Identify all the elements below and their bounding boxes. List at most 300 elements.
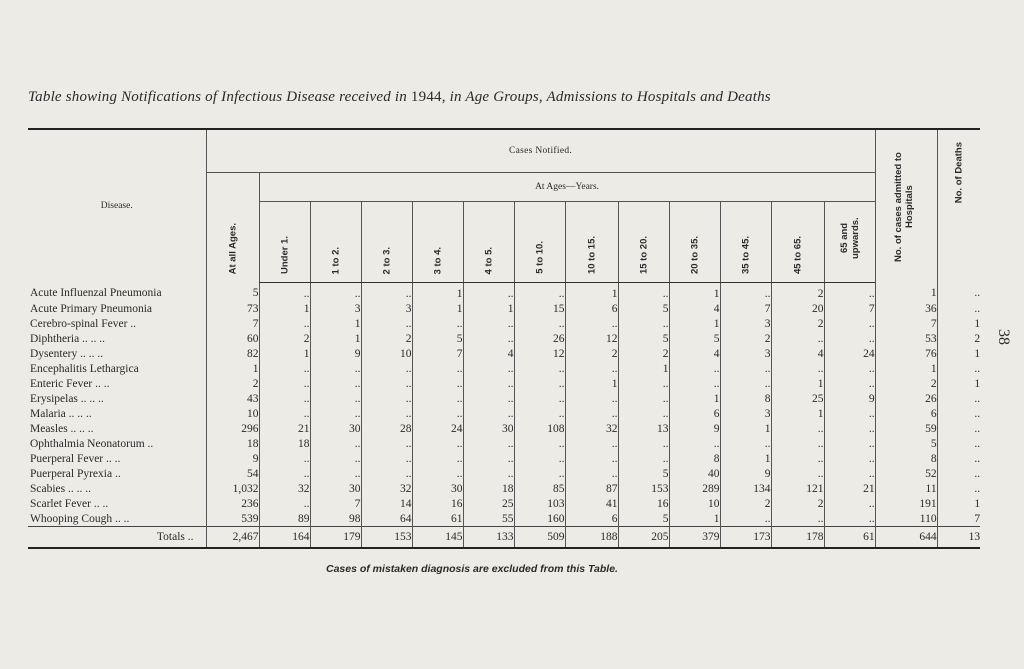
table-cell: .. [361,316,412,331]
table-cell: 153 [361,527,412,549]
table-cell: 24 [412,421,463,436]
table-cell: .. [618,376,669,391]
table-cell: 1 [259,301,310,316]
totals-row [28,527,980,549]
table-cell: .. [259,496,310,511]
table-cell: .. [824,496,875,511]
table-row [28,283,980,302]
table-cell: .. [937,283,980,302]
table-cell: .. [412,451,463,466]
table-cell: 9 [824,391,875,406]
table-cell: .. [310,376,361,391]
at-ages-years-header: At Ages—Years. [259,173,875,202]
table-cell: .. [824,436,875,451]
table-cell: 3 [361,301,412,316]
table-cell: .. [259,406,310,421]
table-cell: 18 [463,481,514,496]
table-cell: .. [937,451,980,466]
table-cell: 4 [669,301,720,316]
title-text-end: in Age Groups, Admissions to Hospitals and Deaths [449,89,771,105]
disease-header: Disease. [28,129,206,283]
table-row [28,346,980,361]
table-cell: 87 [565,481,618,496]
table-cell: .. [824,316,875,331]
table-cell: 2 [771,496,824,511]
table-cell: .. [824,331,875,346]
table-cell: .. [259,316,310,331]
table-cell: .. [514,361,565,376]
disease-name: Ophthalmia Neonatorum .. [30,437,154,450]
table-cell: .. [514,466,565,481]
table-cell: .. [618,283,669,302]
table-cell: 30 [310,421,361,436]
table-cell: 1 [937,316,980,331]
table-cell: .. [259,283,310,302]
table-cell: .. [361,283,412,302]
table-cell: 644 [875,527,937,549]
at-all-ages-header: At all Ages. [206,173,259,283]
table-cell: 32 [565,421,618,436]
table-cell: .. [514,376,565,391]
table-cell: .. [514,406,565,421]
table-cell: .. [720,511,771,527]
table-cell: .. [463,283,514,302]
table-cell: .. [618,316,669,331]
table-cell: 1 [565,376,618,391]
table-cell: .. [412,316,463,331]
title-text-start: Table showing Notifications of Infectious Disease received in [28,89,407,105]
table-cell: .. [937,391,980,406]
table-cell: 2 [259,331,310,346]
page-number: 38 [995,329,1012,345]
table-cell: 9 [720,466,771,481]
table-cell: .. [361,361,412,376]
table-cell: 25 [771,391,824,406]
table-cell: .. [720,436,771,451]
table-cell: 145 [412,527,463,549]
table-cell: 5 [618,331,669,346]
table-cell: 1 [618,361,669,376]
table-cell: .. [412,391,463,406]
table-cell: .. [310,391,361,406]
table-cell: .. [412,361,463,376]
cases-notified-header: Cases Notified. [206,129,875,173]
table-cell: .. [937,481,980,496]
table-header [28,129,980,283]
table-cell: 121 [771,481,824,496]
table-cell: 178 [771,527,824,549]
table-cell: .. [412,466,463,481]
table-cell: 59 [875,421,937,436]
table-cell: 15 [514,301,565,316]
table-cell: 40 [669,466,720,481]
table-cell: .. [463,361,514,376]
table-cell: 13 [618,421,669,436]
table-cell: 2 [720,331,771,346]
table-cell: .. [514,451,565,466]
table-cell: 2 [720,496,771,511]
table-cell: 289 [669,481,720,496]
table-row [28,436,980,451]
table-cell: 5 [669,331,720,346]
table-cell: 64 [361,511,412,527]
table-cell: 73 [206,301,259,316]
table-cell: 9 [310,346,361,361]
table-cell: 4 [771,346,824,361]
table-cell: 11 [875,481,937,496]
table-cell: .. [514,391,565,406]
table-row [28,481,980,496]
table-cell: 5 [618,511,669,527]
table-cell: .. [514,283,565,302]
table-cell: 236 [206,496,259,511]
table-cell: 25 [463,496,514,511]
table-cell: .. [361,391,412,406]
table-cell: .. [720,283,771,302]
disease-name: Enteric Fever .. .. [30,377,110,390]
age-group-header: 20 to 35. [669,202,720,283]
table-cell: 82 [206,346,259,361]
table-row [28,451,980,466]
table-cell: 21 [259,421,310,436]
table-cell: .. [259,391,310,406]
table-row [28,361,980,376]
table-cell: 5 [618,466,669,481]
table-cell: 28 [361,421,412,436]
table-cell: 3 [720,346,771,361]
table-cell: .. [463,406,514,421]
table-cell: 1 [771,406,824,421]
table-cell: 179 [310,527,361,549]
table-cell: 13 [937,527,980,549]
age-group-header: 35 to 45. [720,202,771,283]
table-cell: .. [361,451,412,466]
table-cell: .. [565,436,618,451]
table-cell: .. [824,361,875,376]
table-body [28,283,980,549]
table-cell: 1 [412,283,463,302]
table-cell: 1 [720,421,771,436]
table-row [28,406,980,421]
table-cell: .. [514,436,565,451]
table-cell: 3 [310,301,361,316]
table-cell: .. [937,361,980,376]
table-cell: 1 [310,316,361,331]
table-cell: 43 [206,391,259,406]
disease-name: Whooping Cough .. .. [30,512,130,525]
age-group-header: 1 to 2. [310,202,361,283]
table-cell: 7 [937,511,980,527]
table-cell: 2 [206,376,259,391]
table-cell: 1 [875,283,937,302]
disease-name: Puerperal Fever .. .. [30,452,121,465]
disease-name: Cerebro-spinal Fever .. [30,317,137,330]
table-cell: 7 [206,316,259,331]
table-cell: .. [361,376,412,391]
table-cell: 1 [937,346,980,361]
table-cell: .. [259,451,310,466]
table-cell: 7 [412,346,463,361]
table-cell: 85 [514,481,565,496]
table-cell: .. [824,466,875,481]
table-cell: 3 [720,316,771,331]
table-cell: 1 [412,301,463,316]
age-group-header: 5 to 10. [514,202,565,283]
table-cell: .. [412,406,463,421]
table-cell: .. [361,436,412,451]
table-cell: 55 [463,511,514,527]
table-row [28,331,980,346]
table-cell: .. [937,466,980,481]
table-cell: 110 [875,511,937,527]
table-cell: 2 [937,331,980,346]
table-cell: .. [824,451,875,466]
table-cell: .. [771,421,824,436]
age-group-header: 2 to 3. [361,202,412,283]
age-group-header: 45 to 65. [771,202,824,283]
table-cell: 18 [259,436,310,451]
table-cell: 4 [669,346,720,361]
table-cell: 12 [514,346,565,361]
totals-label: Totals .. [28,527,206,549]
table-cell: 76 [875,346,937,361]
table-cell: .. [565,316,618,331]
table-row [28,421,980,436]
disease-name: Scabies .. .. .. [30,482,92,495]
table-cell: .. [720,376,771,391]
table-cell: .. [565,391,618,406]
table-cell: 89 [259,511,310,527]
age-group-header: 4 to 5. [463,202,514,283]
table-cell: .. [310,406,361,421]
table-cell: 7 [875,316,937,331]
table-cell: .. [463,466,514,481]
table-cell: .. [310,451,361,466]
table-cell: .. [720,361,771,376]
table-cell: .. [310,361,361,376]
table-cell: .. [463,436,514,451]
table-cell: 30 [310,481,361,496]
table-cell: 6 [875,406,937,421]
table-cell: 41 [565,496,618,511]
table-cell: 1 [669,391,720,406]
table-cell: 32 [259,481,310,496]
table-row [28,301,980,316]
table-cell: 20 [771,301,824,316]
table-cell: 6 [669,406,720,421]
table-cell: 6 [565,511,618,527]
table-cell: 2 [771,283,824,302]
table-cell: .. [771,451,824,466]
table-cell: 54 [206,466,259,481]
table-cell: .. [824,511,875,527]
disease-name: Erysipelas .. .. .. [30,392,104,405]
disease-name: Encephalitis Lethargica [30,362,139,375]
table-cell: .. [463,331,514,346]
table-cell: 16 [412,496,463,511]
table-cell: 133 [463,527,514,549]
table-cell: .. [565,361,618,376]
table-cell: 52 [875,466,937,481]
table-cell: .. [669,436,720,451]
age-group-header: 65 and upwards. [824,202,875,283]
table-cell: .. [361,406,412,421]
disease-name: Diphtheria .. .. .. [30,332,106,345]
table-cell: 60 [206,331,259,346]
table-cell: 103 [514,496,565,511]
disease-name: Scarlet Fever .. .. [30,497,109,510]
table-cell: .. [514,316,565,331]
disease-name: Puerperal Pyrexia .. [30,467,121,480]
table-cell: .. [310,466,361,481]
table-cell: .. [771,511,824,527]
table-cell: .. [937,436,980,451]
table-cell: 191 [875,496,937,511]
table-cell: 9 [206,451,259,466]
table-cell: 1 [669,283,720,302]
table-cell: 1 [669,316,720,331]
table-cell: 2 [771,316,824,331]
table-cell: .. [771,331,824,346]
notifications-table [28,128,980,549]
table-cell: 509 [514,527,565,549]
table-cell: 30 [412,481,463,496]
table-cell: .. [937,301,980,316]
table-cell: .. [618,451,669,466]
table-cell: 36 [875,301,937,316]
table-cell: 1,032 [206,481,259,496]
table-cell: .. [824,376,875,391]
table-cell: 8 [875,451,937,466]
table-cell: 1 [259,346,310,361]
table-cell: 108 [514,421,565,436]
table-cell: 1 [669,511,720,527]
table-cell: 1 [720,451,771,466]
disease-name: Acute Influenzal Pneumonia [30,287,162,300]
table-cell: 5 [206,283,259,302]
table-cell: 2,467 [206,527,259,549]
table-cell: 2 [618,346,669,361]
table-cell: 4 [463,346,514,361]
table-cell: 16 [618,496,669,511]
table-cell: 1 [771,376,824,391]
table-cell: 12 [565,331,618,346]
table-cell: 8 [669,451,720,466]
table-cell: 296 [206,421,259,436]
table-row [28,376,980,391]
table-cell: 30 [463,421,514,436]
table-row [28,511,980,527]
table-cell: .. [310,283,361,302]
table-cell: .. [412,376,463,391]
table-cell: 10 [361,346,412,361]
table-cell: 134 [720,481,771,496]
table-cell: .. [565,451,618,466]
table-cell: .. [463,376,514,391]
table-title [28,89,988,106]
table-cell: 160 [514,511,565,527]
table-cell: 153 [618,481,669,496]
table-cell: .. [259,376,310,391]
table-cell: .. [565,406,618,421]
table-cell: .. [618,436,669,451]
table-cell: .. [565,466,618,481]
table-cell: 9 [669,421,720,436]
table-cell: 98 [310,511,361,527]
table-row [28,316,980,331]
disease-name: Measles .. .. .. [30,422,94,435]
table-cell: 188 [565,527,618,549]
table-cell: 1 [565,283,618,302]
table-cell: 1 [937,496,980,511]
table-cell: .. [669,361,720,376]
table-cell: .. [259,466,310,481]
table-cell: .. [412,436,463,451]
table-cell: 18 [206,436,259,451]
table-cell: .. [361,466,412,481]
table-cell: 14 [361,496,412,511]
age-group-header: 3 to 4. [412,202,463,283]
table-row [28,496,980,511]
deaths-header: No. of Deaths [937,129,980,283]
table-cell: 3 [720,406,771,421]
table-row [28,391,980,406]
table-cell: .. [618,391,669,406]
table-cell: 2 [565,346,618,361]
table-cell: 32 [361,481,412,496]
title-year: 1944, [410,89,446,105]
table-cell: 1 [310,331,361,346]
table-cell: 61 [824,527,875,549]
table-cell: 8 [720,391,771,406]
table-cell: 1 [937,376,980,391]
disease-name: Malaria .. .. .. [30,407,92,420]
table-cell: .. [771,466,824,481]
table-cell: 7 [310,496,361,511]
table-cell: .. [618,406,669,421]
table-cell: 24 [824,346,875,361]
disease-name: Acute Primary Pneumonia [30,302,153,315]
table-row [28,466,980,481]
table-cell: 2 [875,376,937,391]
table-cell: .. [310,436,361,451]
table-cell: .. [771,361,824,376]
admitted-header: No. of cases admitted to Hospitals [875,129,937,283]
table-cell: 26 [514,331,565,346]
table-cell: 1 [875,361,937,376]
table-cell: 7 [824,301,875,316]
table-cell: 10 [669,496,720,511]
table-cell: 21 [824,481,875,496]
table-cell: 26 [875,391,937,406]
age-group-header: Under 1. [259,202,310,283]
table-cell: 1 [206,361,259,376]
table-cell: 5 [412,331,463,346]
table-cell: 205 [618,527,669,549]
table-cell: 164 [259,527,310,549]
table-cell: .. [937,421,980,436]
table-cell: 173 [720,527,771,549]
table-cell: 53 [875,331,937,346]
age-group-header: 15 to 20. [618,202,669,283]
table-cell: .. [463,451,514,466]
table-cell: .. [824,406,875,421]
table-cell: 5 [875,436,937,451]
table-cell: .. [259,361,310,376]
table-cell: 379 [669,527,720,549]
table-cell: .. [463,391,514,406]
footnote: Cases of mistaken diagnosis are excluded from this Table. [326,563,618,575]
